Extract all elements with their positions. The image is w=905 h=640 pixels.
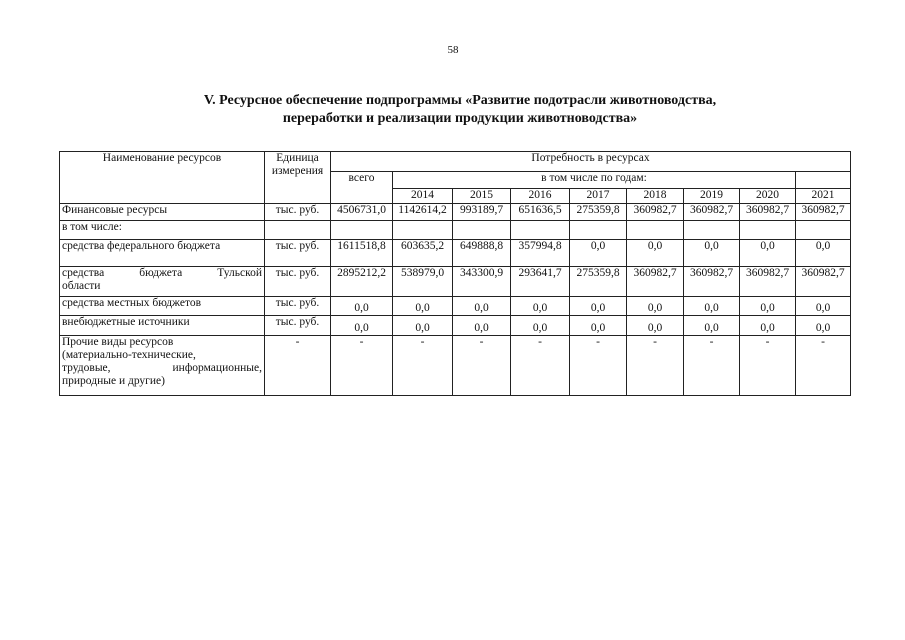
- row-value: -: [740, 336, 796, 396]
- row-value: 0,0: [453, 316, 511, 336]
- row-name-line: области: [62, 280, 101, 292]
- empty-cell: [393, 221, 453, 240]
- row-name: в том числе:: [60, 221, 265, 240]
- table-row: [60, 204, 851, 221]
- row-value: 0,0: [740, 316, 796, 336]
- empty-cell: [684, 221, 740, 240]
- row-value: 0,0: [627, 240, 684, 267]
- table-row: [60, 221, 851, 240]
- row-value: -: [684, 336, 740, 396]
- row-value: -: [393, 336, 453, 396]
- row-value: 293641,7: [511, 267, 570, 297]
- header-year: 2015: [453, 189, 511, 204]
- row-name: внебюджетные источники: [60, 316, 265, 336]
- row-name-line: (материально-технические,: [62, 349, 196, 361]
- row-value: 0,0: [684, 240, 740, 267]
- row-value: 360982,7: [627, 204, 684, 221]
- table-row: [60, 336, 851, 396]
- empty-cell: [627, 221, 684, 240]
- row-value: 0,0: [570, 297, 627, 316]
- header-year: 2014: [393, 189, 453, 204]
- row-value: 0,0: [453, 297, 511, 316]
- header-need: Потребность в ресурсах: [331, 152, 851, 172]
- row-unit: тыс. руб.: [265, 267, 331, 297]
- row-value: 0,0: [570, 240, 627, 267]
- row-value: 360982,7: [627, 267, 684, 297]
- row-value: 360982,7: [684, 267, 740, 297]
- row-unit: тыс. руб.: [265, 204, 331, 221]
- page-number: 58: [447, 44, 459, 56]
- header-year: 2017: [570, 189, 627, 204]
- row-value: 0,0: [684, 297, 740, 316]
- empty-cell: [331, 221, 393, 240]
- row-name-line: Прочие виды ресурсов: [62, 336, 174, 348]
- row-value: -: [627, 336, 684, 396]
- row-unit: тыс. руб.: [265, 240, 331, 267]
- row-total: 0,0: [331, 316, 393, 336]
- row-name: средства местных бюджетов: [60, 297, 265, 316]
- row-value: 993189,7: [453, 204, 511, 221]
- row-value: 360982,7: [684, 204, 740, 221]
- row-name: [60, 336, 265, 396]
- header-by-years: в том числе по годам:: [393, 172, 796, 189]
- header-year: 2016: [511, 189, 570, 204]
- section-title: [160, 92, 760, 128]
- row-unit: -: [265, 336, 331, 396]
- header-year: 2019: [684, 189, 740, 204]
- empty-cell: [265, 221, 331, 240]
- row-total: 2895212,2: [331, 267, 393, 297]
- row-value: 0,0: [393, 316, 453, 336]
- empty-cell: [570, 221, 627, 240]
- row-name-line: природные и другие): [62, 375, 165, 387]
- row-value: 1142614,2: [393, 204, 453, 221]
- row-value: 0,0: [511, 297, 570, 316]
- row-value: 0,0: [796, 297, 851, 316]
- row-value: 360982,7: [796, 267, 851, 297]
- row-value: 0,0: [511, 316, 570, 336]
- empty-cell: [511, 221, 570, 240]
- row-total: -: [331, 336, 393, 396]
- empty-cell: [453, 221, 511, 240]
- row-name: Финансовые ресурсы: [60, 204, 265, 221]
- row-value: 0,0: [740, 240, 796, 267]
- row-value: -: [511, 336, 570, 396]
- table-row: [60, 240, 851, 267]
- table-row: [60, 316, 851, 336]
- row-value: 357994,8: [511, 240, 570, 267]
- row-total: 0,0: [331, 297, 393, 316]
- row-value: -: [570, 336, 627, 396]
- row-value: -: [796, 336, 851, 396]
- header-year: 2018: [627, 189, 684, 204]
- resources-table: [59, 151, 851, 396]
- header-total: всего: [331, 172, 393, 204]
- row-value: 651636,5: [511, 204, 570, 221]
- header-blank-cell: [796, 172, 851, 189]
- row-value: 360982,7: [740, 204, 796, 221]
- header-year: 2020: [740, 189, 796, 204]
- row-value: 0,0: [684, 316, 740, 336]
- row-name: [60, 267, 265, 297]
- row-value: 538979,0: [393, 267, 453, 297]
- row-value: 0,0: [393, 297, 453, 316]
- row-value: 649888,8: [453, 240, 511, 267]
- row-unit: тыс. руб.: [265, 316, 331, 336]
- section-title-line1: V. Ресурсное обеспечение подпрограммы «Развитие подотрасли животноводства,: [203, 93, 717, 108]
- section-title-line2: переработки и реализации продукции животноводства»: [282, 111, 638, 126]
- row-name-line: трудовые, информационные,: [62, 362, 262, 374]
- header-name: Наименование ресурсов: [60, 152, 265, 204]
- empty-cell: [740, 221, 796, 240]
- header-year: 2021: [796, 189, 851, 204]
- table-row: [60, 297, 851, 316]
- row-value: -: [453, 336, 511, 396]
- row-value: 0,0: [740, 297, 796, 316]
- row-value: 0,0: [627, 316, 684, 336]
- row-value: 360982,7: [796, 204, 851, 221]
- row-value: 603635,2: [393, 240, 453, 267]
- row-value: 0,0: [796, 240, 851, 267]
- row-total: 4506731,0: [331, 204, 393, 221]
- empty-cell: [796, 221, 851, 240]
- row-value: 275359,8: [570, 204, 627, 221]
- row-value: 275359,8: [570, 267, 627, 297]
- row-value: 0,0: [627, 297, 684, 316]
- row-value: 0,0: [570, 316, 627, 336]
- row-total: 1611518,8: [331, 240, 393, 267]
- row-value: 343300,9: [453, 267, 511, 297]
- row-value: 360982,7: [740, 267, 796, 297]
- row-name: средства федерального бюджета: [60, 240, 265, 267]
- row-value: 0,0: [796, 316, 851, 336]
- row-unit: тыс. руб.: [265, 297, 331, 316]
- row-name-line: средства бюджета Тульской: [62, 267, 262, 279]
- table-row: [60, 267, 851, 297]
- header-unit: Единица измерения: [265, 152, 331, 204]
